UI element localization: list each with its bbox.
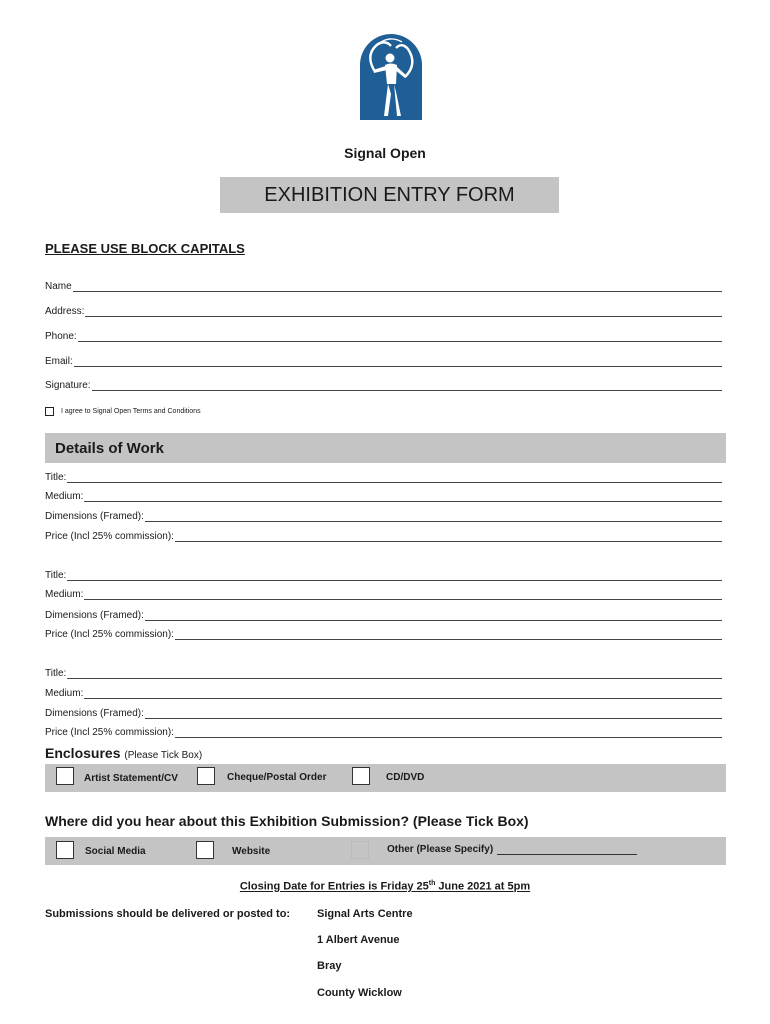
details-heading: Details of Work	[55, 439, 164, 457]
work-3-price-field[interactable]	[45, 727, 722, 738]
details-of-work-header	[45, 433, 726, 463]
work-title-label: Title:	[45, 472, 67, 483]
delivery-instruction: Submissions should be delivered or posted to:	[45, 908, 291, 920]
phone-input-line[interactable]	[78, 332, 722, 342]
signature-label: Signature:	[45, 380, 91, 391]
work-medium-label: Medium:	[45, 491, 84, 502]
name-label: Name	[45, 281, 72, 292]
work-2-medium-field[interactable]	[45, 589, 722, 600]
other-specify-label: Other (Please Specify)	[387, 844, 494, 855]
cheque-postal-order-checkbox[interactable]	[197, 767, 215, 785]
address-line-4: County Wicklow	[317, 987, 402, 999]
work-dimensions-label: Dimensions (Framed):	[45, 708, 144, 719]
form-subtitle: Signal Open	[344, 145, 426, 161]
form-title	[220, 177, 559, 213]
work-title-input-line[interactable]	[67, 571, 722, 581]
website-label: Website	[232, 846, 271, 857]
work-1-dimensions-field[interactable]	[45, 511, 722, 522]
enclosures-note: (Please Tick Box)	[124, 750, 203, 761]
address-line-1: Signal Arts Centre	[317, 908, 413, 920]
enclosures-options-bar	[45, 764, 726, 792]
social-media-checkbox[interactable]	[56, 841, 74, 859]
artist-statement-label: Artist Statement/CV	[84, 773, 178, 784]
block-capitals-instruction: PLEASE USE BLOCK CAPITALS	[45, 241, 245, 256]
work-price-label: Price (Incl 25% commission):	[45, 531, 174, 542]
address-line-2: 1 Albert Avenue	[317, 934, 400, 946]
work-3-medium-field[interactable]	[45, 688, 722, 699]
cd-dvd-checkbox[interactable]	[352, 767, 370, 785]
name-input-line[interactable]	[73, 282, 722, 292]
hear-about-options-bar	[45, 837, 726, 865]
signature-field[interactable]	[45, 380, 722, 391]
work-2-title-field[interactable]	[45, 570, 722, 581]
work-medium-label: Medium:	[45, 589, 84, 600]
work-title-label: Title:	[45, 668, 67, 679]
work-1-title-field[interactable]	[45, 472, 722, 483]
closing-date-suffix: June 2021 at 5pm	[435, 880, 531, 893]
work-medium-input-line[interactable]	[84, 689, 722, 699]
work-price-input-line[interactable]	[175, 532, 722, 542]
address-label: Address:	[45, 306, 85, 317]
address-line-3: Bray	[317, 960, 342, 972]
work-1-medium-field[interactable]	[45, 491, 722, 502]
enclosures-title: Enclosures	[45, 745, 121, 761]
work-title-input-line[interactable]	[67, 669, 722, 679]
name-field[interactable]	[45, 281, 722, 292]
work-2-dimensions-field[interactable]	[45, 610, 722, 621]
phone-field[interactable]	[45, 331, 722, 342]
work-dimensions-label: Dimensions (Framed):	[45, 511, 144, 522]
artist-statement-checkbox[interactable]	[56, 767, 74, 785]
form-title-text: EXHIBITION ENTRY FORM	[264, 183, 515, 206]
cheque-postal-order-label: Cheque/Postal Order	[227, 772, 327, 783]
email-field[interactable]	[45, 356, 722, 367]
closing-date-prefix: Closing Date for Entries is Friday 25	[239, 880, 429, 893]
work-2-price-field[interactable]	[45, 629, 722, 640]
other-checkbox[interactable]	[351, 841, 369, 859]
terms-checkbox[interactable]	[45, 407, 54, 416]
work-3-dimensions-field[interactable]	[45, 708, 722, 719]
cd-dvd-label: CD/DVD	[386, 772, 425, 783]
work-dimensions-input-line[interactable]	[145, 611, 722, 621]
other-specify-input-line[interactable]	[497, 846, 637, 855]
work-price-label: Price (Incl 25% commission):	[45, 727, 174, 738]
signature-input-line[interactable]	[92, 381, 722, 391]
closing-date-suffix-ordinal: th	[428, 880, 436, 887]
work-title-label: Title:	[45, 570, 67, 581]
website-checkbox[interactable]	[196, 841, 214, 859]
closing-date	[0, 880, 770, 893]
work-medium-label: Medium:	[45, 688, 84, 699]
work-medium-input-line[interactable]	[84, 590, 722, 600]
work-price-label: Price (Incl 25% commission):	[45, 629, 174, 640]
phone-label: Phone:	[45, 331, 77, 342]
work-3-title-field[interactable]	[45, 668, 722, 679]
work-title-input-line[interactable]	[67, 473, 722, 483]
email-input-line[interactable]	[74, 357, 722, 367]
other-specify-field[interactable]	[387, 844, 637, 855]
address-field[interactable]	[45, 306, 722, 317]
terms-label: I agree to Signal Open Terms and Conditions	[61, 408, 201, 415]
dancer-logo-icon	[360, 32, 422, 120]
hear-about-question: Where did you hear about this Exhibition Submission? (Please Tick Box)	[45, 813, 529, 829]
social-media-label: Social Media	[85, 846, 146, 857]
work-price-input-line[interactable]	[175, 728, 722, 738]
work-medium-input-line[interactable]	[84, 492, 722, 502]
work-dimensions-input-line[interactable]	[145, 709, 722, 719]
work-price-input-line[interactable]	[175, 630, 722, 640]
work-1-price-field[interactable]	[45, 531, 722, 542]
terms-agreement[interactable]	[45, 407, 201, 416]
address-input-line[interactable]	[85, 307, 722, 317]
work-dimensions-input-line[interactable]	[145, 512, 722, 522]
enclosures-heading	[45, 745, 202, 761]
work-dimensions-label: Dimensions (Framed):	[45, 610, 144, 621]
email-label: Email:	[45, 356, 73, 367]
